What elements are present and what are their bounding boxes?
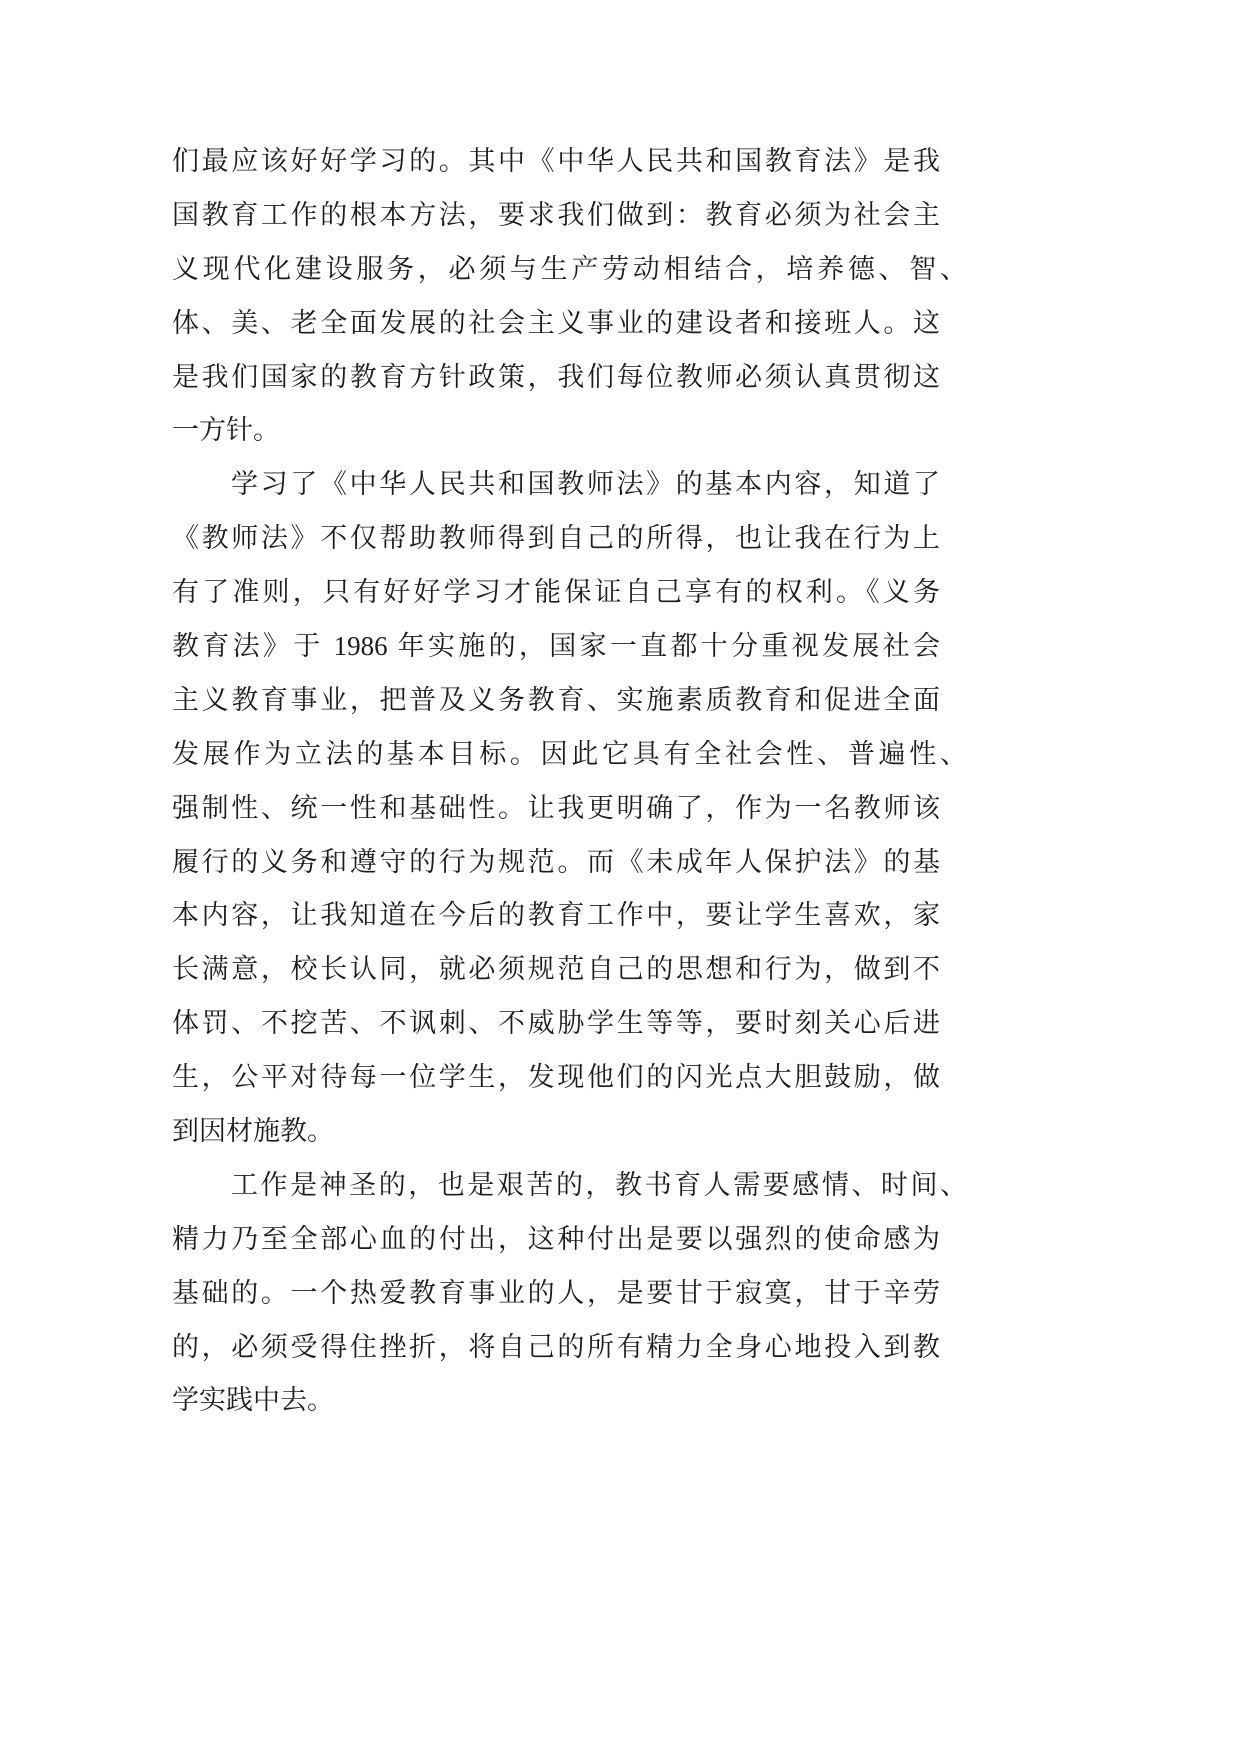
text-line: 体、美、老全面发展的社会主义事业的建设者和接班人。这 <box>172 307 940 338</box>
text-line: 强制性、统一性和基础性。让我更明确了，作为一名教师该 <box>172 792 940 823</box>
paragraph-3 <box>172 1159 992 1428</box>
text-line: 们最应该好好学习的。其中《中华人民共和国教育法》是我 <box>172 146 940 176</box>
body-text <box>172 135 992 1428</box>
text-line: 精力乃至全部心血的付出，这种付出是要以强烈的使命感为 <box>172 1223 940 1254</box>
text-line: 学习了《中华人民共和国教师法》的基本内容，知道了 <box>231 469 940 500</box>
text-line: 基础的。一个热爱教育事业的人，是要甘于寂寞，甘于辛劳 <box>172 1277 940 1308</box>
text-line: 教育法》于 1986 年实施的，国家一直都十分重视发展社会 <box>172 631 940 662</box>
text-line: 体罚、不挖苦、不讽刺、不威胁学生等等，要时刻关心后进 <box>172 1008 940 1039</box>
paragraph-2 <box>172 458 992 1159</box>
paragraph-1 <box>172 135 992 458</box>
text-line: 主义教育事业，把普及义务教育、实施素质教育和促进全面 <box>172 684 940 715</box>
text-line: 学实践中去。 <box>172 1385 334 1416</box>
text-line: 长满意，校长认同，就必须规范自己的思想和行为，做到不 <box>172 954 940 985</box>
text-line: 是我们国家的教育方针政策，我们每位教师必须认真贯彻这 <box>172 361 940 392</box>
text-line: 履行的义务和遵守的行为规范。而《未成年人保护法》的基 <box>172 846 940 877</box>
text-line: 一方针。 <box>172 415 280 446</box>
text-line: 国教育工作的根本方法，要求我们做到：教育必须为社会主 <box>172 199 940 230</box>
text-line: 本内容，让我知道在今后的教育工作中，要让学生喜欢，家 <box>172 900 940 931</box>
text-line: 生，公平对待每一位学生，发现他们的闪光点大胆鼓励，做 <box>172 1062 940 1093</box>
text-line: 《教师法》不仅帮助教师得到自己的所得，也让我在行为上 <box>172 523 940 554</box>
text-line: 的，必须受得住挫折，将自己的所有精力全身心地投入到教 <box>172 1331 940 1362</box>
text-line: 发展作为立法的基本目标。因此它具有全社会性、普遍性、 <box>172 738 967 769</box>
text-line: 义现代化建设服务，必须与生产劳动相结合，培养德、智、 <box>172 253 967 284</box>
text-line: 有了准则，只有好好学习才能保证自己享有的权利。《义务 <box>172 577 940 608</box>
text-line: 工作是神圣的，也是艰苦的，教书育人需要感情、时间、 <box>231 1169 967 1200</box>
text-line: 到因材施教。 <box>172 1116 334 1147</box>
